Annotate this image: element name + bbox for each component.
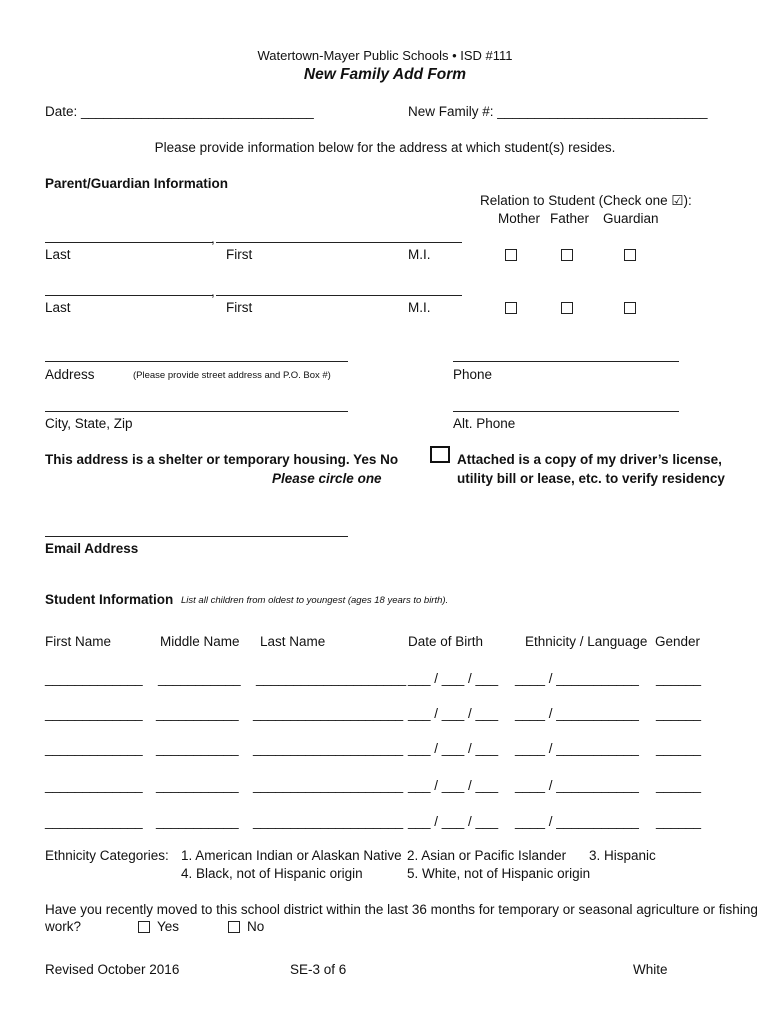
student1-middle-field[interactable]: ___________ [158,671,241,686]
relation-guardian-label: Guardian [603,211,659,226]
revised-date: Revised October 2016 [45,962,180,977]
parent2-last-line[interactable] [45,295,213,296]
student2-gender-field[interactable]: ______ [656,706,702,721]
parent2-mother-checkbox[interactable] [505,302,517,314]
migrant-yes-label: Yes [157,919,180,934]
parent2-comma: , [211,284,215,299]
ethnicity-item-2: 2. Asian or Pacific Islander [407,848,567,863]
student3-middle-field[interactable]: ___________ [156,741,239,756]
ethnicity-item-1: 1. American Indian or Alaskan Native [181,848,402,863]
address-line[interactable] [45,361,348,362]
parent2-first-mi-line[interactable] [216,295,462,296]
col-ethnicity-language: Ethnicity / Language [525,634,648,649]
parent2-guardian-checkbox[interactable] [624,302,636,314]
student4-middle-field[interactable]: ___________ [156,778,239,793]
address-label: Address [45,367,95,382]
district-header: Watertown-Mayer Public Schools • ISD #111 [257,48,513,63]
student1-first-field[interactable]: _____________ [45,671,143,686]
migrant-yes-checkbox[interactable] [138,921,150,933]
student1-ethnicity-field[interactable]: ____ / ___________ [515,671,639,686]
ethnicity-item-3: 3. Hispanic [589,848,656,863]
page-number: SE-3 of 6 [290,962,347,977]
ethnicity-categories-label: Ethnicity Categories: [45,848,169,863]
address-note: (Please provide street address and P.O. Box #) [133,370,331,381]
phone-label: Phone [453,367,493,382]
attached-text-line1: Attached is a copy of my driver’s license, [457,452,722,467]
student3-gender-field[interactable]: ______ [656,741,702,756]
parent1-first-label: First [226,247,253,262]
intro-text: Please provide information below for the address at which student(s) resides. [154,140,616,155]
migrant-no-checkbox[interactable] [228,921,240,933]
parent2-mi-label: M.I. [408,300,431,315]
form-title: New Family Add Form [303,66,467,83]
parent2-first-label: First [226,300,253,315]
parent-guardian-heading: Parent/Guardian Information [45,176,229,191]
student5-middle-field[interactable]: ___________ [156,814,239,829]
alt-phone-label: Alt. Phone [453,416,516,431]
student3-last-field[interactable]: ____________________ [253,741,404,756]
email-line[interactable] [45,536,348,537]
student3-ethnicity-field[interactable]: ____ / ___________ [515,741,639,756]
student5-dob-field[interactable]: ___ / ___ / ___ [408,814,499,829]
parent2-father-checkbox[interactable] [561,302,573,314]
student-info-heading: Student Information [45,592,174,607]
student2-ethnicity-field[interactable]: ____ / ___________ [515,706,639,721]
student1-gender-field[interactable]: ______ [656,671,702,686]
attached-verification-checkbox[interactable] [430,446,450,463]
parent1-first-mi-line[interactable] [216,242,462,243]
col-gender: Gender [655,634,701,649]
student1-last-field[interactable]: ____________________ [256,671,407,686]
student5-gender-field[interactable]: ______ [656,814,702,829]
col-first-name: First Name [45,634,112,649]
attached-text-line2: utility bill or lease, etc. to verify residency [457,471,725,486]
city-state-zip-line[interactable] [45,411,348,412]
student2-last-field[interactable]: ____________________ [253,706,404,721]
date-field[interactable]: Date: _______________________________ [45,104,314,119]
ethnicity-item-4: 4. Black, not of Hispanic origin [181,866,363,881]
shelter-question[interactable]: This address is a shelter or temporary housing. Yes No [45,452,399,467]
student2-first-field[interactable]: _____________ [45,706,143,721]
student5-first-field[interactable]: _____________ [45,814,143,829]
circle-one-note: Please circle one [272,471,382,486]
phone-line[interactable] [453,361,679,362]
student4-first-field[interactable]: _____________ [45,778,143,793]
alt-phone-line[interactable] [453,411,679,412]
relation-father-label: Father [550,211,590,226]
ethnicity-item-5: 5. White, not of Hispanic origin [407,866,591,881]
parent1-mother-checkbox[interactable] [505,249,517,261]
student5-ethnicity-field[interactable]: ____ / ___________ [515,814,639,829]
student1-dob-field[interactable]: ___ / ___ / ___ [408,671,499,686]
student4-last-field[interactable]: ____________________ [253,778,404,793]
parent1-mi-label: M.I. [408,247,431,262]
parent1-father-checkbox[interactable] [561,249,573,261]
student4-dob-field[interactable]: ___ / ___ / ___ [408,778,499,793]
migrant-question-line2: work? [45,919,82,934]
col-middle-name: Middle Name [160,634,240,649]
student4-ethnicity-field[interactable]: ____ / ___________ [515,778,639,793]
col-date-of-birth: Date of Birth [408,634,484,649]
relation-mother-label: Mother [498,211,541,226]
student3-first-field[interactable]: _____________ [45,741,143,756]
parent1-guardian-checkbox[interactable] [624,249,636,261]
student4-gender-field[interactable]: ______ [656,778,702,793]
relation-label: Relation to Student (Check one ☑): [480,193,692,208]
col-last-name: Last Name [260,634,326,649]
student-info-note: List all children from oldest to youngest (ages 18 years to birth). [181,595,449,606]
student5-last-field[interactable]: ____________________ [253,814,404,829]
student2-middle-field[interactable]: ___________ [156,706,239,721]
student3-dob-field[interactable]: ___ / ___ / ___ [408,741,499,756]
parent1-comma: , [211,231,215,246]
city-state-zip-label: City, State, Zip [45,416,133,431]
student2-dob-field[interactable]: ___ / ___ / ___ [408,706,499,721]
migrant-no-label: No [247,919,265,934]
parent1-last-label: Last [45,247,71,262]
copy-color: White [633,962,668,977]
parent2-last-label: Last [45,300,71,315]
email-label: Email Address [45,541,139,556]
new-family-number-field[interactable]: New Family #: ____________________________ [408,104,708,119]
parent1-last-line[interactable] [45,242,213,243]
migrant-question-line1: Have you recently moved to this school district within the last 36 months for temporary or seasonal agriculture or fishing [45,902,758,917]
